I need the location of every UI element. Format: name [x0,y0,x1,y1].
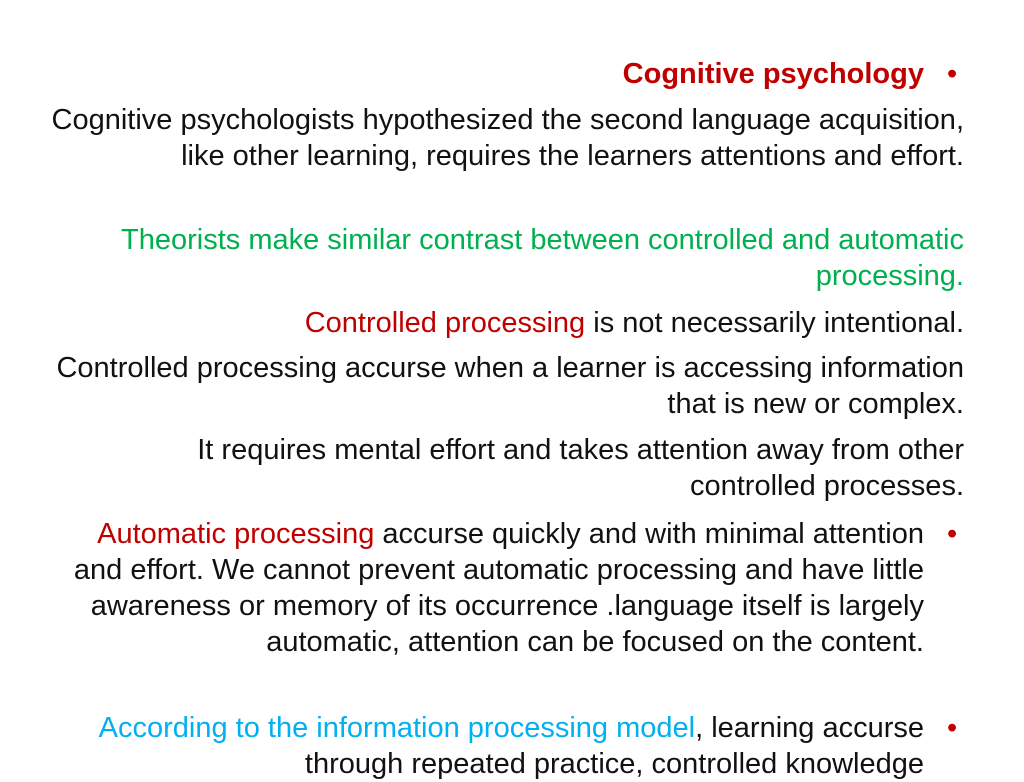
p6-rest: accurse quickly and with minimal attention and effort. We cannot prevent automatic processing and have little awareness or memory of its occurrence .language itself is largely automatic, attention can be focused on the content. [73,518,924,658]
bullet-2: • [947,518,958,550]
p5-text: It requires mental effort and takes attention away from other controlled processes. [197,434,964,502]
slide-heading: Cognitive psychology [622,58,924,90]
paragraph-theorists [64,222,964,294]
paragraph-automatic-processing [44,516,924,660]
p4-text: Controlled processing accurse when a learner is accessing information that is new or complex. [56,352,964,420]
paragraph-controlled-processing [64,305,964,341]
paragraph-information-processing-model [24,710,924,782]
paragraph-controlled-processing-detail [44,350,964,422]
p3-rest: is not necessarily intentional. [585,307,964,339]
paragraph-mental-effort [84,432,964,504]
automatic-processing-term: Automatic processing [97,518,375,550]
controlled-processing-term: Controlled processing [304,307,586,339]
p2-text: Theorists make similar contrast between controlled and automatic processing. [121,224,964,292]
p7-rest: , learning accurse through repeated practice, controlled knowledge [304,712,924,780]
bullet-1: • [947,58,958,90]
paragraph-cognitive-psychologists [44,102,964,174]
bullet-3: • [947,712,958,744]
p1-text: Cognitive psychologists hypothesized the second language acquisition, like other learning, requires the learners attentions and effort. [51,104,964,172]
information-processing-model-term: According to the information processing model [98,712,696,744]
